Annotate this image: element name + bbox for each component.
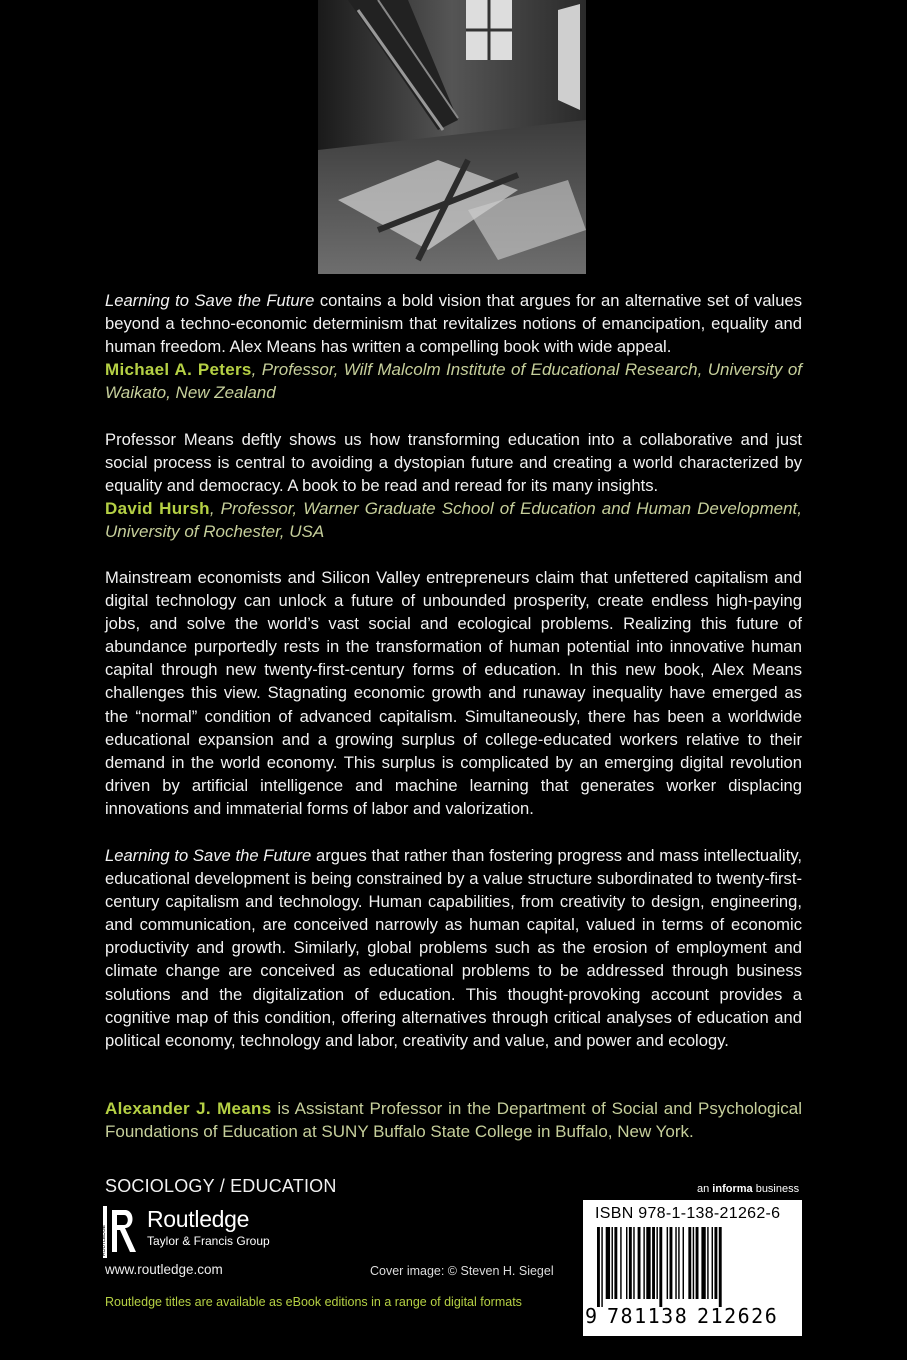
quote-attribution: Michael A. Peters, Professor, Wilf Malcolm Institute of Educational Research, University of Waikato, New Zealand xyxy=(105,360,802,403)
description-paragraph-1: Mainstream economists and Silicon Valley entrepreneurs claim that unfettered capitalism and digital technology can unlock a future of unbounded prosperity, create endless high-paying jobs, and solve the world’s vast social and ecological problems. Realizing this future of abundance purportedly rests in the transformation of human potential into innovative human capital through new twenty-first-century forms of education. In this new book, Alex Means challenges this view. Stagnating economic growth and runaway inequality have emerged as the “normal” condition of advanced capitalism. Simultaneously, there has been a worldwide educational expansion and a growing surplus of college-educated workers relative to their demand in the world economy. This surplus is complicated by an emerging digital revolution driven by artificial intelligence and machine learning that generates worker displacing innovations and immaterial forms of labor and valorization. xyxy=(105,568,802,818)
ebook-note: Routledge titles are available as eBook editions in a range of digital formats xyxy=(105,1295,522,1309)
routledge-logo xyxy=(103,1206,270,1258)
routledge-r-icon xyxy=(103,1206,139,1258)
book-title: Learning to Save the Future xyxy=(105,846,312,865)
cover-photo xyxy=(318,0,586,274)
description-paragraph-2: Learning to Save the Future argues that rather than fostering progress and mass intellectuality, educational development is being constrained by a value structure subordinated to twenty-first-century capitalism and technology. Human capabilities, from creativity to design, engineering, and communication, are conceived narrowly as human capital, valued in terms of economic productivity and growth. Similarly, global problems such as the erosion of employment and climate change are conceived as educational problems to be addressed through business solutions and the digitalization of education. This thought-provoking account provides a cognitive map of this condition, offering alternatives through critical analyses of education and political economy, technology and labor, creativity and value, and power and ecology. xyxy=(105,846,803,1050)
quote-author: Michael A. Peters xyxy=(105,360,252,380)
svg-text:ROUTLEDGE: ROUTLEDGE xyxy=(101,1224,107,1256)
informa-tagline: an informa business xyxy=(697,1183,800,1195)
isbn-barcode: ISBN 978-1-138-21262-6 9 781138 212626 xyxy=(583,1200,802,1336)
endorsement-peters xyxy=(105,289,802,404)
subject-category: SOCIOLOGY / EDUCATION xyxy=(105,1176,337,1196)
quote-text: Professor Means deftly shows us how transforming education into a collaborative and just social process is central to avoiding a dystopian future and creating a world characterized by equality and democracy. A book to be read and reread for its many insights. xyxy=(105,430,802,496)
quote-author: David Hursh xyxy=(105,499,210,519)
barcode-bars xyxy=(597,1227,789,1307)
book-title: Learning to Save the Future xyxy=(105,291,315,310)
author-bio: Alexander J. Means is Assistant Professor in the Department of Social and Psychological Foundations of Education at SUNY Buffalo State College in Buffalo, New York. xyxy=(105,1099,803,1142)
cover-credit: Cover image: © Steven H. Siegel xyxy=(370,1264,554,1278)
publisher-url[interactable]: www.routledge.com xyxy=(105,1262,223,1277)
author-name: Alexander J. Means xyxy=(105,1099,272,1118)
isbn-label: ISBN 978-1-138-21262-6 xyxy=(595,1205,781,1222)
publisher-name: Routledge xyxy=(147,1206,250,1232)
endorsement-hursh xyxy=(105,428,802,543)
quote-text: Learning to Save the Future contains a bold vision that argues for an alternative set of values beyond a techno-economic determinism that revitalizes notions of emancipation, equality and human freedom. Alex Means has written a compelling book with wide appeal. xyxy=(105,291,802,357)
quote-attribution: David Hursh, Professor, Warner Graduate School of Education and Human Development, University of Rochester, USA xyxy=(105,499,802,542)
publisher-group: Taylor & Francis Group xyxy=(147,1234,270,1248)
